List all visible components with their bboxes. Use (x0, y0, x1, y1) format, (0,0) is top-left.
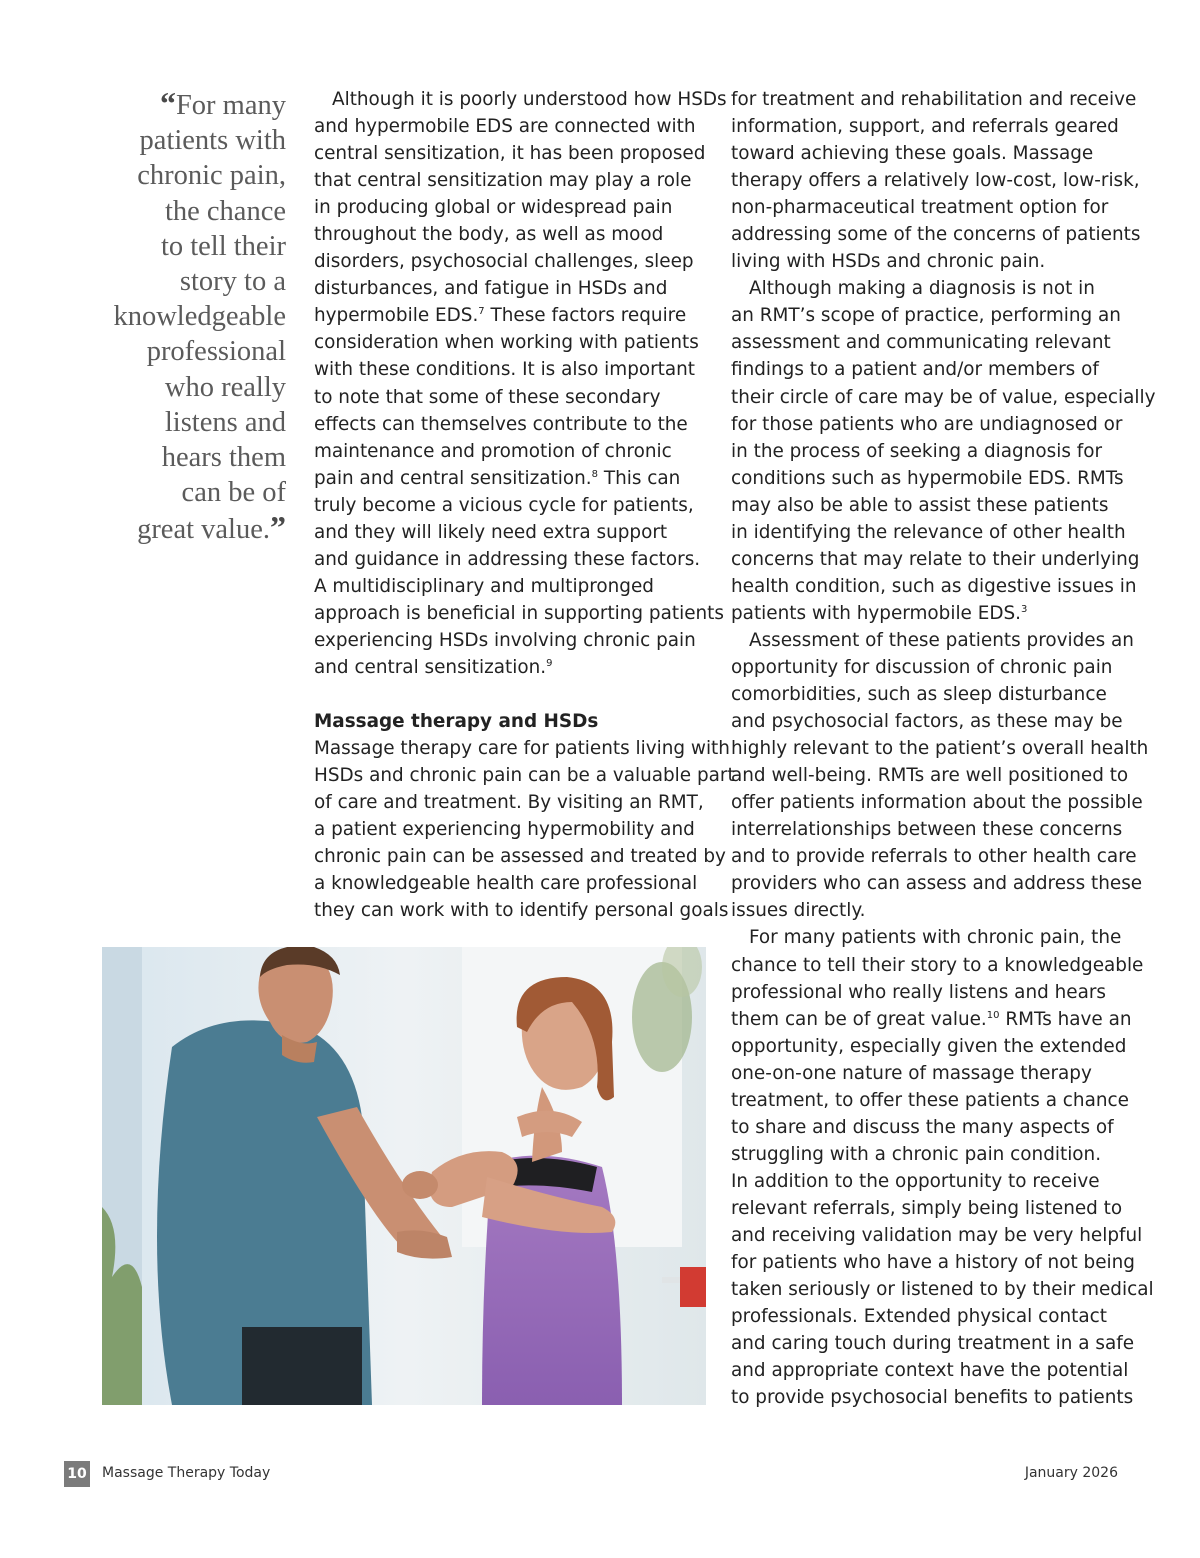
text-line: non-pharmaceutical treatment option for (731, 197, 1109, 219)
paragraph (731, 627, 1149, 925)
pull-quote-line: great value. (137, 514, 270, 546)
text-line: For many patients with chronic pain, the (749, 927, 1122, 949)
text-line: taken seriously or listened to by their medical (731, 1279, 1154, 1301)
pull-quote-line: to tell their (160, 230, 286, 262)
text-line: chance to tell their story to a knowledgeable (731, 954, 1144, 976)
text-line: and they will likely need extra support (314, 521, 668, 543)
text-line: one-on-one nature of massage therapy (731, 1062, 1092, 1084)
text-line: therapy offers a relatively low-cost, low-risk, (731, 170, 1140, 192)
text-line: providers who can assess and address these (731, 873, 1143, 895)
text-line: central sensitization, it has been proposed (314, 143, 706, 165)
issue-date: January 2026 (1024, 1465, 1118, 1481)
text-line: HSDs and chronic pain can be a valuable part (314, 765, 735, 787)
pull-quote-line: knowledgeable (113, 301, 286, 333)
text-line: maintenance and promotion of chronic (314, 440, 672, 462)
paragraph (731, 275, 1156, 627)
text-line: approach is beneficial in supporting patients (314, 602, 724, 624)
text-line: for treatment and rehabilitation and receive (731, 89, 1137, 110)
text-line: conditions such as hypermobile EDS. RMTs (731, 467, 1124, 489)
text-line: a patient experiencing hypermobility and (314, 819, 695, 841)
pull-quote-line: the chance (164, 195, 286, 227)
text-line: findings to a patient and/or members of (731, 359, 1099, 381)
text-line: patients with hypermobile EDS.$^3$ (731, 602, 1028, 624)
citation-9: 9 (546, 657, 553, 669)
text-line: for those patients who are undiagnosed or (731, 413, 1123, 435)
page-number: 10 (64, 1461, 90, 1487)
text-line: hypermobile EDS.$^7$ These factors require (314, 305, 687, 327)
text-line: in identifying the relevance of other health (731, 521, 1126, 543)
text-line: highly relevant to the patient’s overall health (731, 738, 1149, 760)
paragraph (731, 86, 1141, 275)
text-line: health condition, such as digestive issues in (731, 575, 1137, 597)
text-line: disturbances, and fatigue in HSDs and (314, 278, 668, 300)
text-line: Although it is poorly understood how HSDs (332, 89, 727, 110)
text-line: offer patients information about the possible (731, 792, 1143, 814)
text-line: toward achieving these goals. Massage (731, 143, 1094, 165)
citation-3: 3 (1021, 603, 1028, 615)
text-line: information, support, and referrals geared (731, 116, 1119, 138)
text-line: throughout the body, as well as mood (314, 224, 664, 246)
text-line: may also be able to assist these patients (731, 494, 1109, 516)
text-line: struggling with a chronic pain condition. (731, 1143, 1102, 1165)
close-quote-mark: ” (270, 509, 286, 546)
text-line: to note that some of these secondary (314, 386, 661, 408)
pull-quote-line: patients with (139, 125, 286, 157)
text-line: opportunity, especially given the extended (731, 1035, 1127, 1057)
text-line: in the process of seeking a diagnosis for (731, 440, 1103, 462)
text-line: experiencing HSDs involving chronic pain (314, 629, 696, 651)
pull-quote-line: For many (175, 90, 286, 121)
text-line: Massage therapy care for patients living with (314, 738, 730, 760)
text-line: and to provide referrals to other health care (731, 846, 1137, 868)
text-line: opportunity for discussion of chronic pain (731, 656, 1113, 678)
pull-quote (100, 86, 286, 548)
text-line: for patients who have a history of not being (731, 1252, 1135, 1274)
pull-quote-line: professional (146, 336, 286, 368)
pull-quote-line: chronic pain, (137, 160, 286, 192)
text-line: in producing global or widespread pain (314, 197, 673, 219)
text-line: with these conditions. It is also important (314, 359, 696, 381)
text-line: to share and discuss the many aspects of (731, 1116, 1114, 1138)
article-column-2 (731, 86, 1156, 1411)
publication-name: Massage Therapy Today (102, 1465, 271, 1481)
text-line: an RMT’s scope of practice, performing an (731, 305, 1121, 327)
text-line: and caring touch during treatment in a safe (731, 1333, 1135, 1355)
text-line: treatment, to offer these patients a chance (731, 1089, 1129, 1111)
text-line: and guidance in addressing these factors. (314, 548, 701, 570)
text-line: a knowledgeable health care professional (314, 873, 698, 895)
text-line: chronic pain can be assessed and treated by (314, 846, 726, 868)
text-line: and central sensitization.$^9$ (314, 656, 553, 678)
text-line: they can work with to identify personal goals (314, 900, 729, 922)
paragraph (314, 86, 727, 681)
text-line: interrelationships between these concerns (731, 819, 1123, 841)
text-line: and appropriate context have the potential (731, 1360, 1129, 1382)
text-line: Although making a diagnosis is not in (749, 278, 1095, 300)
text-line: and psychosocial factors, as these may be (731, 711, 1123, 733)
pull-quote-line: story to a (179, 266, 286, 298)
text-line: and well-being. RMTs are well positioned to (731, 765, 1129, 787)
text-line: professionals. Extended physical contact (731, 1306, 1107, 1328)
pull-quote-line: who really (164, 371, 286, 403)
text-line: consideration when working with patients (314, 332, 699, 354)
pull-quote-line: hears them (161, 442, 286, 474)
text-line: that central sensitization may play a role (314, 170, 692, 192)
citation-8: 8 (591, 468, 599, 480)
paragraph (314, 735, 735, 924)
text-line: and hypermobile EDS are connected with (314, 116, 696, 138)
text-line: their circle of care may be of value, especially (731, 386, 1156, 408)
section-heading: Massage therapy and HSDs (314, 711, 599, 733)
text-line: assessment and communicating relevant (731, 332, 1111, 354)
citation-7: 7 (478, 306, 485, 318)
text-line: comorbidities, such as sleep disturbance (731, 684, 1107, 706)
text-line: pain and central sensitization.$^8$ This can (314, 467, 681, 489)
text-line: living with HSDs and chronic pain. (731, 251, 1046, 273)
text-line: and receiving validation may be very helpful (731, 1224, 1143, 1246)
text-line: addressing some of the concerns of patients (731, 224, 1141, 246)
citation-10: 10 (986, 1009, 1000, 1021)
paragraph (731, 924, 1154, 1411)
article-column-1 (314, 86, 735, 924)
pull-quote-line: can be of (181, 477, 286, 509)
text-line: issues directly. (731, 900, 866, 922)
text-line: professional who really listens and hears (731, 981, 1106, 1003)
therapy-session-illustration (102, 947, 706, 1405)
text-line: disorders, psychosocial challenges, sleep (314, 251, 694, 273)
pull-quote-line: listens and (164, 406, 286, 438)
text-line: to provide psychosocial benefits to patients (731, 1387, 1134, 1409)
text-line: concerns that may relate to their underlying (731, 548, 1140, 570)
text-line: them can be of great value.$^{10}$ RMTs have an (731, 1008, 1132, 1030)
text-line: Assessment of these patients provides an (749, 629, 1134, 651)
text-line: effects can themselves contribute to the (314, 413, 688, 435)
open-quote-mark: “ (159, 85, 176, 121)
text-line: relevant referrals, simply being listened to (731, 1197, 1123, 1219)
text-line: of care and treatment. By visiting an RMT, (314, 792, 704, 814)
text-line: A multidisciplinary and multipronged (314, 575, 654, 597)
article-photo (102, 947, 706, 1405)
text-line: In addition to the opportunity to receive (731, 1170, 1100, 1192)
text-line: truly become a vicious cycle for patients, (314, 494, 694, 516)
